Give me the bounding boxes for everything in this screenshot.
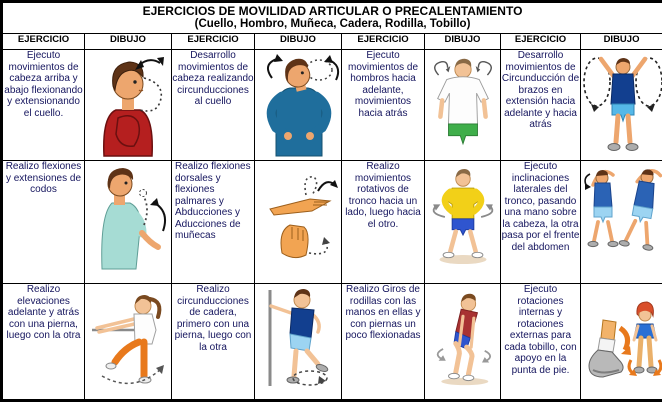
exercise-cell: Realizo flexiones dorsales y flexiones palmares y Abducciones y Aducciones de muñecas xyxy=(172,161,255,284)
drawing-cell xyxy=(425,284,501,401)
column-header-row xyxy=(2,34,662,50)
head-flexion-extension-figure-icon xyxy=(86,50,170,158)
exercise-cell: Ejecuto movimientos de hombros hacia adelante, movimientos hacia atrás xyxy=(342,50,425,161)
column-header-ejercicio-1: EJERCICIO xyxy=(2,34,85,50)
drawing-cell xyxy=(581,161,662,284)
drawing-cell xyxy=(85,161,172,284)
drawing-cell xyxy=(581,284,662,401)
wrist-flexion-hands-icon xyxy=(256,161,340,273)
ankle-rotation-figure-icon xyxy=(581,284,662,394)
exercise-cell: Ejecuto rotaciones internas y rotaciones externas para cada tobillo, con apoyo en la punta de pie. xyxy=(501,284,581,401)
exercise-cell: Realizo movimientos rotativos de tronco hacia un lado, luego hacia el otro. xyxy=(342,161,425,284)
drawing-cell xyxy=(85,50,172,161)
drawing-cell xyxy=(255,284,342,401)
exercise-cell: Desarrollo movimientos de cabeza realizando circunducciones al cuello xyxy=(172,50,255,161)
drawing-cell xyxy=(581,50,662,161)
exercise-cell: Realizo circunducciones de cadera, primero con una pierna, luego con la otra xyxy=(172,284,255,401)
hip-circumduction-figure-icon xyxy=(256,284,340,394)
table-row xyxy=(2,284,662,401)
neck-circumduction-figure-icon xyxy=(256,50,340,158)
exercise-cell: Ejecuto inclinaciones laterales del tronco, pasando una mano sobre la cabeza, la otra pasa por el frente del abdomen xyxy=(501,161,581,284)
column-header-ejercicio-3: EJERCICIO xyxy=(342,34,425,50)
drawing-cell xyxy=(255,50,342,161)
column-header-dibujo-3: DIBUJO xyxy=(425,34,501,50)
exercise-cell: Realizo elevaciones adelante y atrás con una pierna, luego con la otra xyxy=(2,284,85,401)
table-title-cell xyxy=(2,2,662,34)
drawing-cell xyxy=(425,161,501,284)
drawing-cell xyxy=(255,161,342,284)
exercise-cell: Ejecuto movimientos de cabeza arriba y abajo flexionando y extensionando el cuello. xyxy=(2,50,85,161)
exercise-cell: Desarrollo movimientos de Circunducción de brazos en extensión hacia adelante y hacia atrás xyxy=(501,50,581,161)
title-row xyxy=(2,2,662,34)
elbow-flexion-figure-icon xyxy=(86,161,170,273)
column-header-dibujo-4: DIBUJO xyxy=(581,34,662,50)
trunk-rotation-figure-icon xyxy=(425,161,501,273)
page-subtitle: (Cuello, Hombro, Muñeca, Cadera, Rodilla, Tobillo) xyxy=(194,18,471,30)
page-title: EJERCICIOS DE MOVILIDAD ARTICULAR O PRECALENTAMIENTO xyxy=(142,4,523,18)
column-header-ejercicio-4: EJERCICIO xyxy=(501,34,581,50)
drawing-cell xyxy=(85,284,172,401)
column-header-dibujo-2: DIBUJO xyxy=(255,34,342,50)
shoulder-rolls-figure-icon xyxy=(425,50,501,158)
exercise-cell: Realizo Giros de rodillas con las manos en ellas y con piernas un poco flexionadas xyxy=(342,284,425,401)
lateral-trunk-bend-figures-icon xyxy=(581,161,662,273)
exercise-cell: Realizo flexiones y extensiones de codos xyxy=(2,161,85,284)
knee-circles-figure-icon xyxy=(425,284,501,394)
table-row xyxy=(2,161,662,284)
drawing-cell xyxy=(425,50,501,161)
column-header-dibujo-1: DIBUJO xyxy=(85,34,172,50)
arm-circumduction-figure-icon xyxy=(581,50,662,158)
leg-swing-figure-icon xyxy=(86,284,170,394)
column-header-ejercicio-2: EJERCICIO xyxy=(172,34,255,50)
table-row xyxy=(2,50,662,161)
